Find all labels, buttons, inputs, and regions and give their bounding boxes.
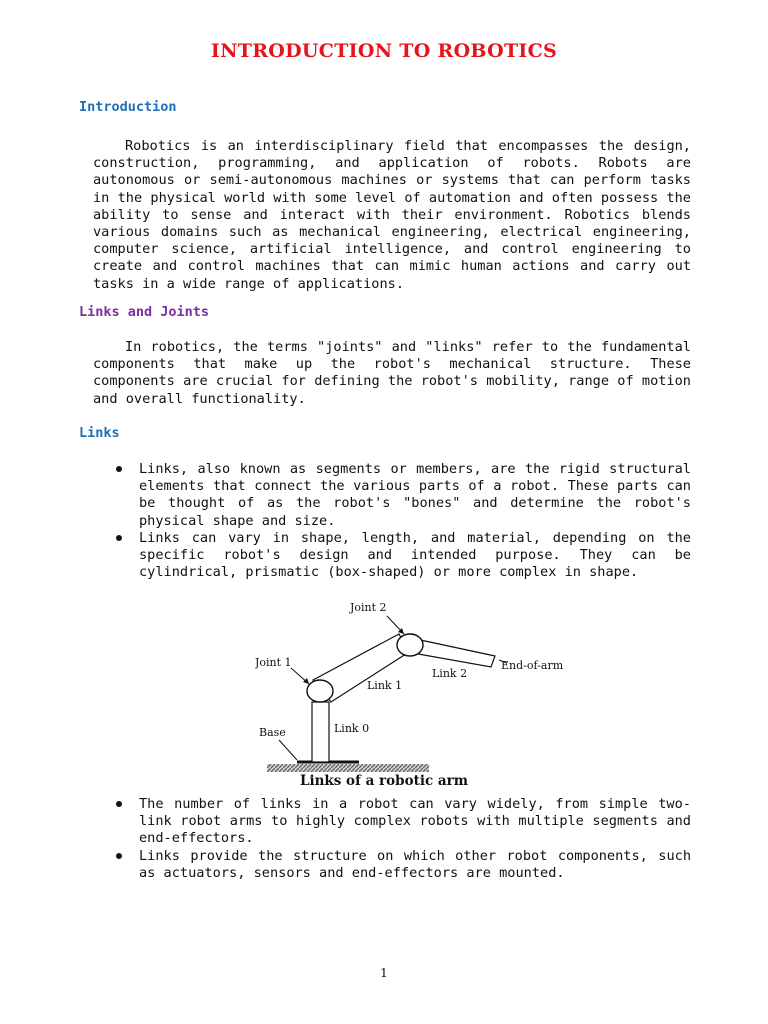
paragraph-introduction: Robotics is an interdisciplinary field that encompasses the design, construction, programming, and application of robots. Robots are autonomous or semi-autonomous machines or systems that can perform tasks in the physical world with some level of automation and often possess the ability to sense and interact with their environment. Robotics blends various domains such as mechanical engineering, electrical engineering, computer science, artificial intelligence, and control engineering to create and control machines that can mimic human actions and carry out tasks in a wide range of applications. bbox=[93, 138, 691, 292]
label-joint2: Joint 2 bbox=[350, 601, 387, 614]
figure-caption: Links of a robotic arm bbox=[299, 773, 469, 789]
joint2-circle bbox=[397, 634, 423, 656]
list-item bbox=[116, 796, 691, 848]
bullet-text: Links, also known as segments or members, are the rigid structural elements that connect the various parts of a robot. These parts can be thought of as the robot's "bones" and determine the robot's physical shape and size. bbox=[139, 461, 691, 529]
bullet-text: Links provide the structure on which other robot components, such as actuators, sensors and end-effectors are mounted. bbox=[139, 847, 691, 881]
link0-shape bbox=[312, 702, 329, 762]
bullet-icon bbox=[116, 853, 122, 859]
label-joint1: Joint 1 bbox=[255, 656, 292, 669]
label-link2: Link 2 bbox=[432, 667, 468, 680]
label-base: Base bbox=[259, 726, 286, 739]
heading-links: Links bbox=[79, 425, 120, 441]
page-title: INTRODUCTION TO ROBOTICS bbox=[210, 40, 558, 62]
page-number: 1 bbox=[380, 966, 388, 980]
joint1-circle bbox=[307, 680, 333, 702]
links-bullet-list-top bbox=[116, 461, 691, 581]
list-item bbox=[116, 848, 691, 882]
links-bullet-list-bottom bbox=[116, 796, 691, 882]
robotic-arm-figure bbox=[255, 596, 585, 774]
list-item bbox=[116, 530, 691, 582]
label-link0: Link 0 bbox=[334, 722, 370, 735]
paragraph-links-and-joints: In robotics, the terms "joints" and "links" refer to the fundamental components that make up the robot's mechanical structure. These components are crucial for defining the robot's mobility, range of motion and overall functionality. bbox=[93, 339, 691, 407]
bullet-icon bbox=[116, 535, 122, 541]
heading-introduction: Introduction bbox=[79, 99, 177, 115]
list-item bbox=[116, 461, 691, 530]
ground-hatch bbox=[267, 764, 429, 772]
pointer-base bbox=[279, 740, 297, 760]
bullet-icon bbox=[116, 801, 122, 807]
label-link1: Link 1 bbox=[367, 679, 403, 692]
label-end-of-arm: End-of-arm bbox=[501, 659, 564, 672]
bullet-text: Links can vary in shape, length, and material, depending on the specific robot's design and intended purpose. They can be cylindrical, prismatic (box-shaped) or more complex in shape. bbox=[139, 529, 691, 581]
bullet-text: The number of links in a robot can vary widely, from simple two-link robot arms to highly complex robots with multiple segments and end-effectors. bbox=[139, 796, 691, 847]
bullet-icon bbox=[116, 466, 122, 472]
heading-links-and-joints: Links and Joints bbox=[79, 304, 210, 320]
